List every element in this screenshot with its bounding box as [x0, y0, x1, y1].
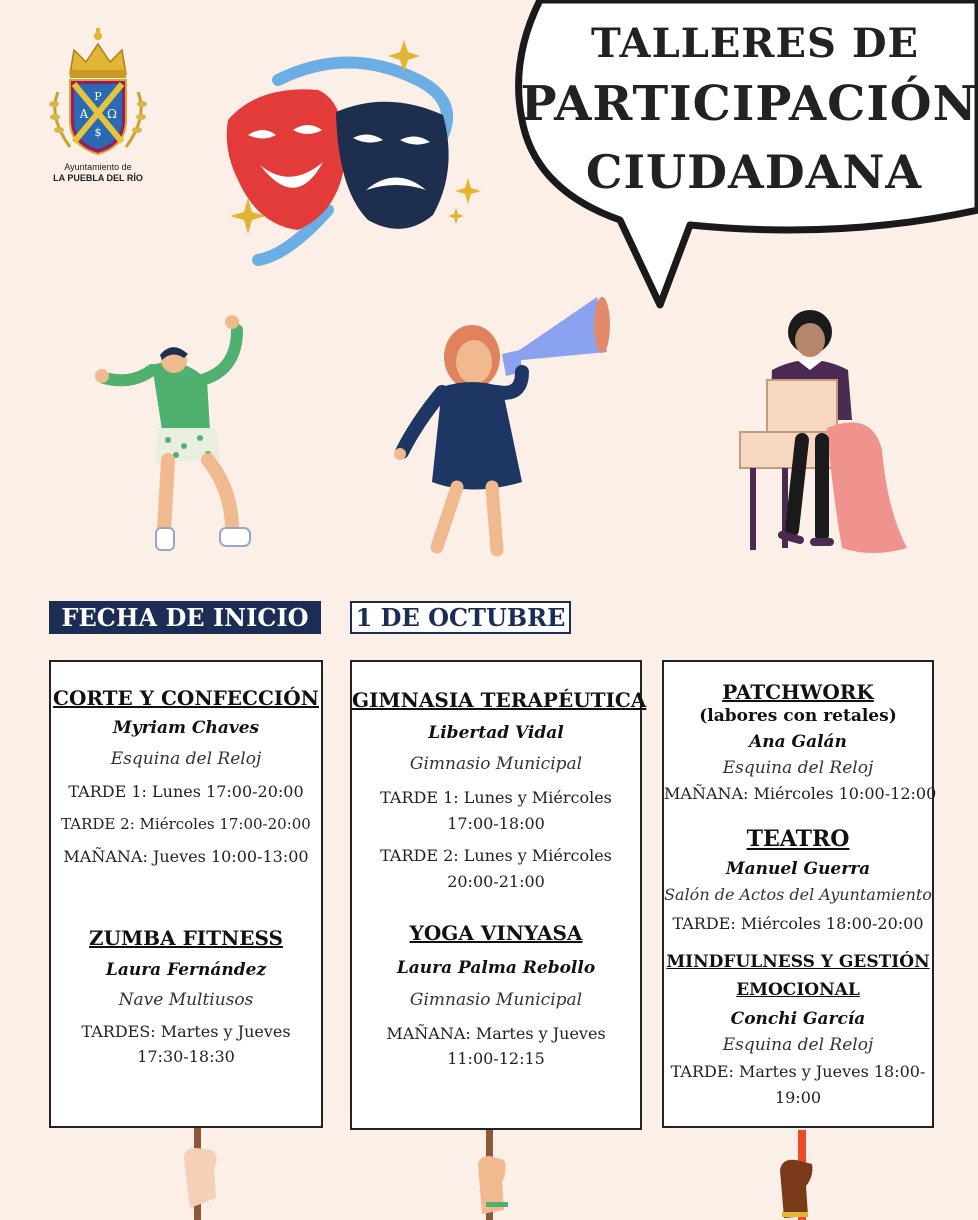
workshop-schedule: 19:00	[774, 1088, 822, 1107]
workshop-schedule: MAÑANA: Miércoles 10:00-12:00	[664, 784, 937, 803]
workshop-instructor: Conchi García	[730, 1009, 866, 1029]
workshop-title: MINDFULNESS Y GESTIÓN	[666, 952, 930, 972]
dancer-illustration	[92, 310, 262, 560]
megaphone-woman-illustration	[392, 292, 612, 557]
hand-sign-icon	[772, 1130, 820, 1220]
workshop-schedule: TARDE 1: Lunes y Miércoles	[380, 788, 612, 807]
workshop-instructor: Myriam Chaves	[112, 718, 260, 738]
title-line2: PARTICIPACIÓN	[520, 76, 978, 132]
coat-of-arms-icon	[40, 22, 156, 162]
workshop-place: Esquina del Reloj	[722, 1035, 874, 1055]
workshop-place: Esquina del Reloj	[722, 758, 874, 778]
hand-sign-icon	[180, 1128, 230, 1220]
workshop-schedule: MAÑANA: Jueves 10:00-13:00	[63, 847, 309, 866]
workshop-place: Salón de Actos del Ayuntamiento	[664, 885, 932, 904]
svg-text:$: $	[94, 126, 102, 139]
workshop-title: EMOCIONAL	[736, 980, 860, 1000]
title-line3: CIUDADANA	[585, 145, 923, 199]
workshop-schedule: TARDE 2: Lunes y Miércoles	[380, 846, 612, 865]
workshop-schedule: 20:00-21:00	[447, 872, 545, 891]
workshop-schedule: 17:30-18:30	[137, 1047, 235, 1066]
workshop-card-2	[350, 660, 647, 1130]
municipal-logo	[40, 22, 156, 182]
workshop-instructor: Manuel Guerra	[725, 859, 871, 879]
svg-text:A: A	[79, 107, 89, 121]
workshop-instructor: Libertad Vidal	[428, 723, 564, 743]
workshop-title: YOGA VINYASA	[409, 921, 583, 945]
start-date-value: 1 DE OCTUBRE	[350, 601, 571, 634]
workshop-place: Gimnasio Municipal	[409, 990, 583, 1010]
workshop-title: GIMNASIA TERAPÉUTICA	[352, 688, 647, 712]
svg-text:Ω: Ω	[107, 107, 117, 121]
workshop-title: TEATRO	[746, 826, 850, 852]
workshop-subtitle: (labores con retales)	[699, 706, 897, 726]
workshop-place: Gimnasio Municipal	[409, 754, 583, 774]
title-line1: TALLERES DE	[590, 20, 920, 67]
workshop-instructor: Ana Galán	[749, 732, 847, 752]
workshop-schedule: 17:00-18:00	[447, 814, 545, 833]
workshop-instructor: Laura Fernández	[105, 960, 267, 980]
workshop-instructor: Laura Palma Rebollo	[396, 958, 596, 978]
workshop-schedule: TARDE 2: Miércoles 17:00-20:00	[61, 815, 311, 833]
workshop-title: ZUMBA FITNESS	[89, 926, 283, 950]
workshop-title: PATCHWORK	[722, 680, 874, 704]
org-name-line2: LA PUEBLA DEL RÍO	[53, 173, 143, 183]
seamstress-illustration	[722, 310, 912, 560]
org-name-line1: Ayuntamiento de	[64, 162, 132, 172]
workshop-title: CORTE Y CONFECCIÓN	[53, 686, 319, 710]
theater-masks-icon	[218, 40, 488, 280]
workshop-card-3	[662, 660, 937, 1128]
svg-text:P: P	[94, 90, 102, 103]
workshop-schedule: MAÑANA: Martes y Jueves	[386, 1024, 606, 1043]
workshop-schedule: TARDE: Martes y Jueves 18:00-	[670, 1062, 926, 1081]
workshop-place: Nave Multiusos	[118, 990, 254, 1010]
workshop-schedule: TARDE: Miércoles 18:00-20:00	[672, 914, 924, 933]
workshop-card-1	[49, 660, 323, 1128]
start-date-label: FECHA DE INICIO	[49, 601, 321, 634]
workshop-schedule: 11:00-12:15	[447, 1049, 545, 1068]
workshop-schedule: TARDES: Martes y Jueves	[81, 1022, 291, 1041]
workshop-schedule: TARDE 1: Lunes 17:00-20:00	[68, 782, 304, 801]
hand-sign-icon	[474, 1130, 518, 1220]
workshop-place: Esquina del Reloj	[110, 749, 262, 769]
